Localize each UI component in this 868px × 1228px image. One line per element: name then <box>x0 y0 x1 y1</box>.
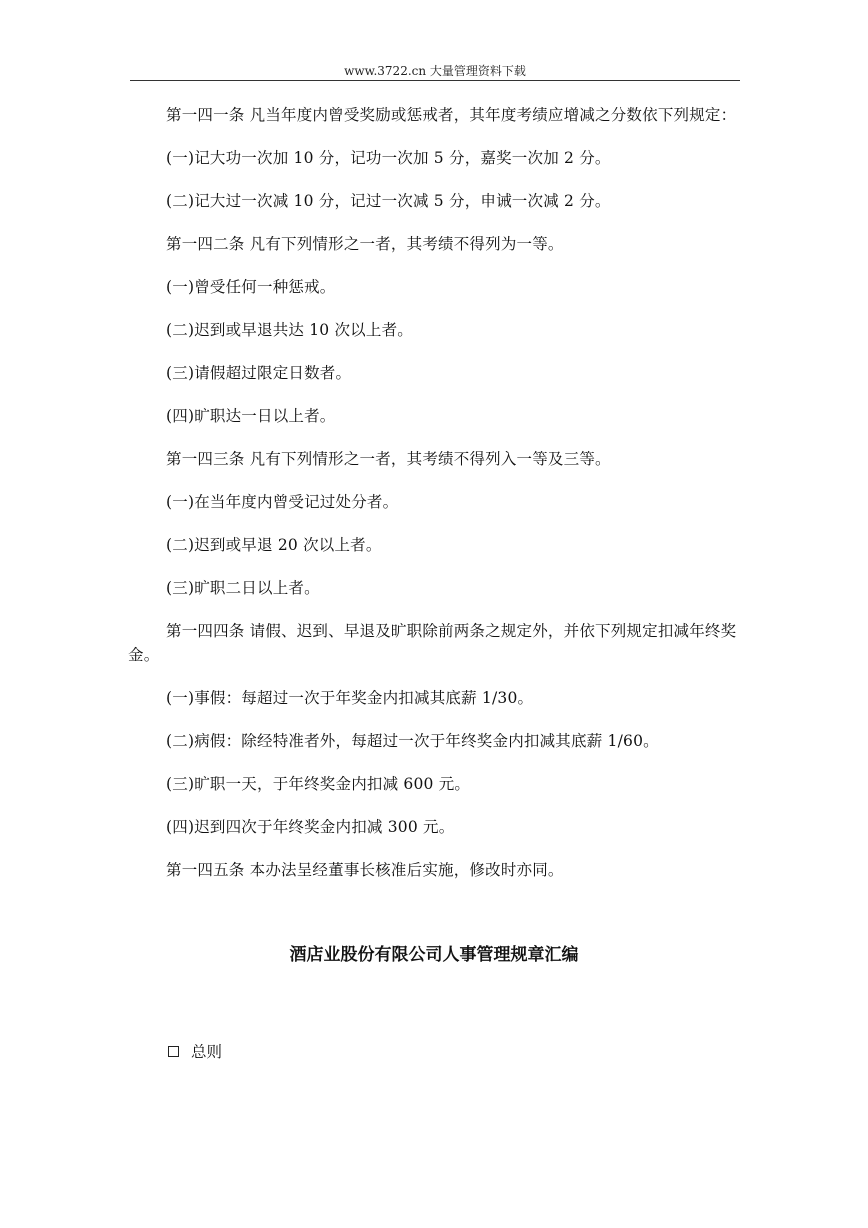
article-144-item-1: (一)事假：每超过一次于年奖金内扣减其底薪 1/30。 <box>166 689 534 707</box>
article-142-item-4: (四)旷职达一日以上者。 <box>166 407 336 425</box>
document-title: 酒店业股份有限公司人事管理规章汇编 <box>289 945 579 965</box>
section-heading <box>168 1040 222 1062</box>
article-141-item-1: (一)记大功一次加 10 分，记功一次加 5 分，嘉奖一次加 2 分。 <box>166 149 611 167</box>
article-142-item-1: (一)曾受任何一种惩戒。 <box>166 278 336 296</box>
article-143-item-2: (二)迟到或早退 20 次以上者。 <box>166 536 382 554</box>
article-143: 第一四三条 凡有下列情形之一者，其考绩不得列入一等及三等。 <box>166 450 611 468</box>
article-144-item-2: (二)病假：除经特准者外，每超过一次于年终奖金内扣减其底薪 1/60。 <box>166 732 659 750</box>
checkbox-icon <box>168 1046 179 1057</box>
article-143-item-1: (一)在当年度内曾受记过处分者。 <box>166 493 399 511</box>
article-142: 第一四二条 凡有下列情形之一者，其考绩不得列为一等。 <box>166 235 564 253</box>
article-142-item-2: (二)迟到或早退共达 10 次以上者。 <box>166 321 413 339</box>
header-divider <box>130 80 740 81</box>
article-145: 第一四五条 本办法呈经董事长核准后实施，修改时亦同。 <box>166 861 564 879</box>
article-143-item-3: (三)旷职二日以上者。 <box>166 579 320 597</box>
article-144-item-3: (三)旷职一天，于年终奖金内扣减 600 元。 <box>166 775 471 793</box>
article-144: 第一四四条 请假、迟到、早退及旷职除前两条之规定外，并依下列规定扣减年终奖金。 <box>128 622 737 664</box>
article-144-item-4: (四)迟到四次于年终奖金内扣减 300 元。 <box>166 818 455 836</box>
article-141-item-2: (二)记大过一次减 10 分，记过一次减 5 分，申诫一次减 2 分。 <box>166 192 611 210</box>
document-body <box>128 103 740 901</box>
article-142-item-3: (三)请假超过限定日数者。 <box>166 364 352 382</box>
page-header: www.3722.cn 大量管理资料下载 <box>344 64 526 78</box>
section-label: 总则 <box>191 1043 223 1061</box>
article-141: 第一四一条 凡当年度内曾受奖励或惩戒者，其年度考绩应增减之分数依下列规定： <box>166 106 737 124</box>
